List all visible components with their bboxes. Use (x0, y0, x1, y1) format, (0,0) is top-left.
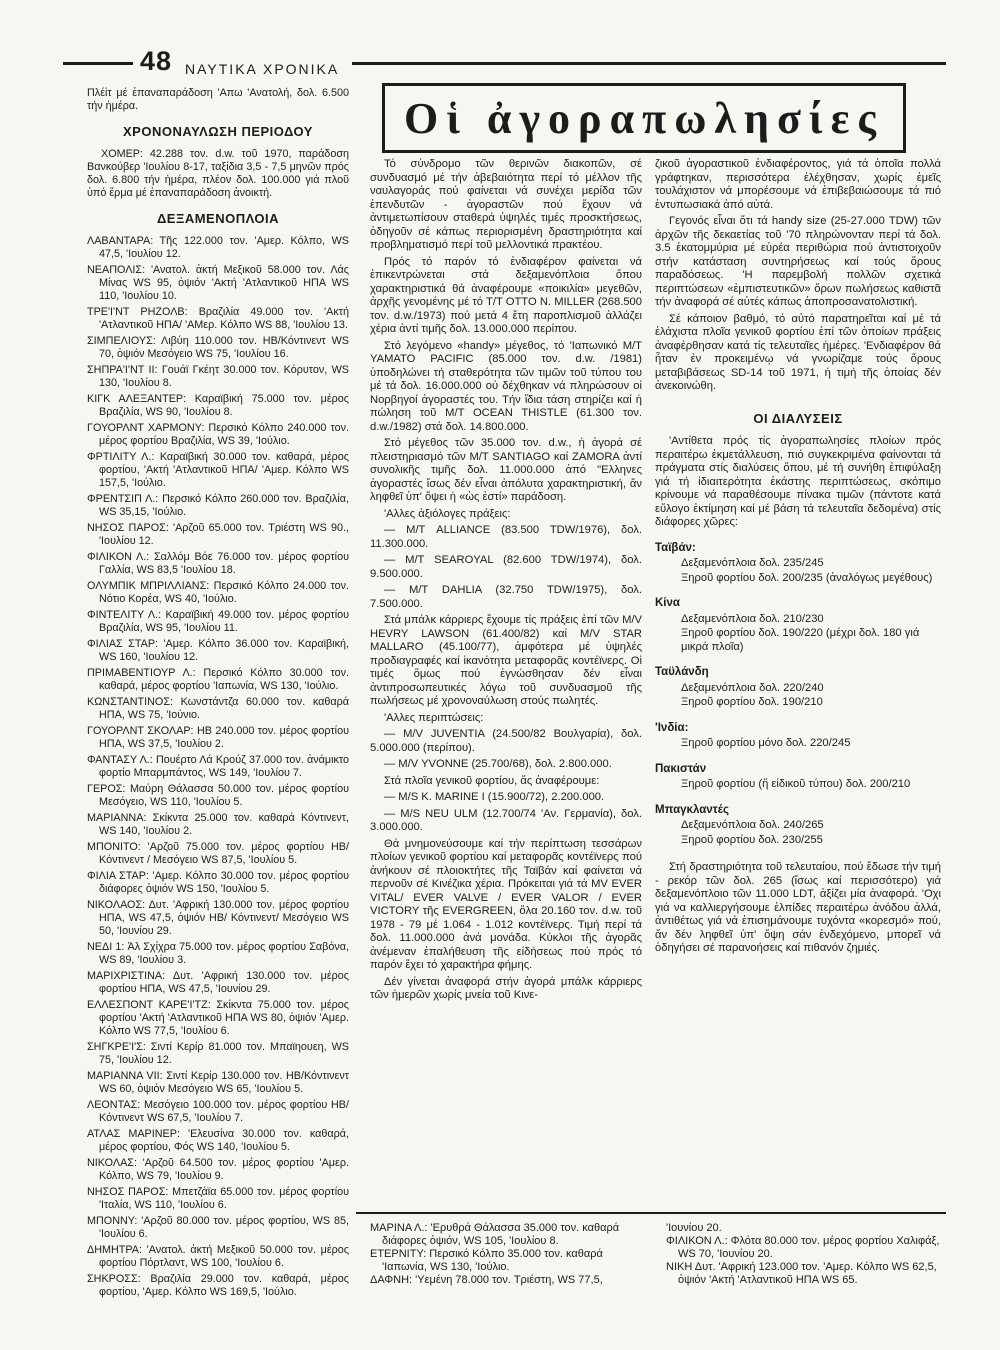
price-line: Ξηροῦ φορτίου (ἤ εἰδικοῦ τύπου) δολ. 200/210 (681, 778, 911, 790)
fixture-entry: ΝΕΑΠΟΛΙΣ: 'Ανατολ. ἀκτή Μεξικοῦ 58.000 τον. Λάς Μίνας WS 95, ὀψιόν 'Ακτή 'Ατλαντικοῦ ΗΠΑ WS 110, 'Ιουλίου 10. (87, 264, 349, 302)
price-line: Ξηροῦ φορτίου δολ. 190/210 (681, 696, 823, 708)
fixture-entry: ΣΙΜΠΕΛΙΟΥΣ: Λιβύη 110.000 τον. ΗΒ/Κόντινεντ WS 70, ὀψιόν Μεσόγειο WS 75, 'Ιουλίου 16. (87, 335, 349, 360)
other-sales-label: 'Αλλες ἀξιόλογες πράξεις: (384, 507, 511, 520)
heading-tankers: ΔΕΞΑΜΕΝΟΠΛΟΙΑ (156, 211, 280, 226)
sale-item: — Μ/Τ ALLIANCE (83.500 TDW/1976), δολ. 11.300.000. (370, 524, 642, 550)
sale-item: — Μ/Τ DAHLIA (32.750 TDW/1975), δολ. 7.500.000. (370, 584, 642, 610)
header-rule-right (352, 62, 946, 65)
mid-paragraph: Τό σύνδρομο τῶν θερινῶν διακοπῶν, σέ συνδυασμό μέ τήν ἀβεβαιότητα περί τό μέλλον τῆς ναυλαγοράς πού φαίνεται νά συνέχει μερίδα τῶν ἐπενδυτῶν - ἀγοραστῶν πού ἔχουν νά ἀντιμετωπίσουν σταθερά ὑψηλές τιμές προσκτήσεως, ὁδηγοῦν σέ κάπως περιορισμένη δραστηριότητα καί προβληματισμό περί τοῦ μελλοντικά πρακτέου. (370, 158, 642, 251)
price-line: Δεξαμενόπλοια δολ. 235/245 (681, 557, 824, 569)
fixture-entry: ΜΑΡΙΧΡΙΣΤΙΝΑ: Δυτ. 'Αφρική 130.000 τον. μέρος φορτίου ΗΠΑ, WS 47,5, 'Ιουνίου 29. (87, 970, 349, 995)
bottom-middle-list (370, 1222, 650, 1287)
fixture-entry: ΛΕΟΝΤΑΣ: Μεσόγειο 100.000 τον. μέρος φορτίου ΗΒ/ Κόντινεντ WS 67,5, 'Ιουλίου 7. (87, 1099, 349, 1124)
country-name: 'Ινδία: (655, 721, 689, 734)
fixture-entry: ΤΡΕ'Ι'ΝΤ ΡΗΖΟΛΒ: Βραζιλία 49.000 τον. 'Ακτή 'Ατλαντικοῦ ΗΠΑ/ 'ΑΜερ. Κόλπο WS 88, 'Ιουλίου 13. (87, 306, 349, 331)
mid-paragraph: Στό λεγόμενο «handy» μέγεθος, τό 'Ιαπωνικό Μ/Τ YAMATO PACIFIC (85.000 τον. d.w. /1981) ὑποδηλώνει τή σταθερότητα τῶν τιμῶν τοῦ τύπου του μέ τά δολ. 16.000.000 ού δέχθηκαν νά πληρώσουν οἱ Νορβηγοί ἀγοραστές του. Τήν ἴδια τάση στηρίζει καί ἡ πώληση τοῦ Μ/Τ OCEAN THISTLE (61.300 τον. d.w./1982) στά δολ. 14.800.000. (370, 339, 642, 433)
fixture-entry: ΓΕΡΟΣ: Μαύρη Θάλασσα 50.000 τον. μέρος φορτίου Μεσόγειο, WS 110, 'Ιουλίου 5. (87, 783, 349, 808)
cargo-item: — Μ/S NEU ULM (12.700/74 'Αν. Γερμανία), δολ. 3.000.000. (370, 807, 642, 833)
fixture-entry: ΛΑΒΑΝΤΑΡΑ: Τῆς 122.000 τον. 'Αμερ. Κόλπο, WS 47,5, 'Ιουλίου 12. (87, 235, 349, 260)
fixture-entry: ΜΑΡΙΝΑ Λ.: 'Ερυθρά Θάλασσα 35.000 τον. καθαρά διάφορες ὀψιόν, WS 105, 'Ιουλίου 8. (370, 1222, 620, 1247)
mid-paragraph: Δέν γίνεται ἀναφορά στήν ἀγορά μπάλκ κάρριερς τῶν ἡμερῶν χωρίς μνεία τοῦ Κινε- (370, 975, 642, 1001)
price-line: Δεξαμενόπλοια δολ. 220/240 (681, 681, 824, 694)
fixture-entry: ΝΕΔΙ 1: Ἀλ Σχίχρα 75.000 τον. μέρος φορτίου Σαβόνα, WS 89, 'Ιουλίου 3. (87, 941, 349, 966)
heading-demolitions: ΟΙ ΔΙΑΛΥΣΕΙΣ (753, 410, 843, 426)
fixture-entry: ΦΙΛΙΑ ΣΤΑΡ: 'Αμερ. Κόλπο 30.000 τον. μέρος φορτίου διάφορες ὀψιόν WS 150, 'Ιουλίου 5. (87, 870, 349, 895)
demolition-intro: 'Αντίθετα πρός τίς ἀγοραπωλησίες πλοίων πρός περαιτέρω ἐκμετάλλευση, πιό συγκεκριμένα φαίνονται τά πράγματα στίς διαλύσεις ὅπου, μέ τή συνήθη ἐπιφύλαξη γιά τή ἰδιαιτερότητα ἑκάστης περιπτώσεως, σκόπιμο κρίνουμε νά παραθέσουμε πίνακα τιμῶν (πάντοτε κατά εὔλογο ἐκτίμηση καί μέ βάση τά τελευταῖα δεδομένα) στίς διάφορες χῶρες: (655, 435, 941, 528)
price-line: Δεξαμενόπλοια δολ. 240/265 (681, 819, 824, 831)
fixture-entry: ΚΩΝΣΤΑΝΤΙΝΟΣ: Κωνστάντζα 60.000 τον. καθαρά ΗΠΑ, WS 75, 'Ιούνιο. (87, 696, 349, 721)
case-item: — Μ/V YVONNE (25.700/68), δολ. 2.800.000. (384, 758, 612, 770)
case-item: — Μ/V JUVENTIA (24.500/82 Βουλγαρία), δολ. 5.000.000 (περίπου). (370, 728, 642, 754)
right-paragraph: Γεγονός εἶναι ὅτι τά handy size (25-27.000 TDW) τῶν ἀρχῶν τῆς δεκαετίας τοῦ '70 πληρώνονταν περί τά δολ. 3.5 ἑκατομμύρια μέ εὐρέα περιθώρια πού ἀντιστοιχοῦν στήν κατάσταση συντηρήσεως καί τούς ὅρους παραδόσεως. 'Η παρεμβολή πολλῶν σχετικά περιπτώσεων «ἐμπιστευτικῶν» ὅρων πωλήσεως καθιστᾶ τήν ἀναφορά σέ αὐτές κάπως ἀποπροσανατολιστική. (655, 215, 941, 308)
cargo-item: — Μ/S K. MARINE I (15.900/72), 2.200.000. (384, 791, 605, 803)
fixture-entry: 'Ιουνίου 20. (666, 1222, 722, 1234)
fixture-entry: ΦΙΛΙΚΟΝ Λ.: Σαλλόμ Βόε 76.000 τον. μέρος φορτίου Γαλλία, WS 83,5 'Ιουλίου 18. (87, 551, 349, 576)
right-paragraph: Σέ κάποιον βαθμό, τό αὐτό παρατηρεῖται καί μέ τά ἐλάχιστα πλοῖα γενικοῦ φορτίου ἐπί τῶν ὁποίων πράξεις ἀναφέρθησαν κατά τίς τελευταῖες ἡμέρες. 'Ενδιαφέρον θά ἦταν ἐν προκειμένῳ νά γνωρίζαμε τούς ὅρους μεταβιβάσεως SD-14 τοῦ 1971, ἡ τιμή τῆς ὁποίας δέν ἀνεκοινώθη. (655, 312, 941, 392)
fixture-entry: ΝΗΣΟΣ ΠΑΡΟΣ: 'Αρζοῦ 65.000 τον. Τριέστη WS 90., 'Ιουλίου 12. (87, 522, 349, 547)
fixture-entry: ΦΡΕΝΤΣΙΠ Λ.: Περσικό Κόλπο 260.000 τον. Βραζιλία, WS 35,15, 'Ιούλιο. (87, 493, 349, 518)
fixture-entry: ΝΙΚΗ Δυτ. 'Αφρική 123.000 τον. 'Αμερ. Κόλπο WS 62,5, ὀψιόν 'Ακτή 'Ατλαντικοῦ ΗΠΑ WS 65. (666, 1261, 937, 1286)
fixture-entry: ΓΟΥΟΡΛΝΤ ΧΑΡΜΟΝΥ: Περσικό Κόλπο 240.000 τον. μέρος φορτίου Βραζιλία, WS 39, 'Ιούλιο. (87, 422, 349, 447)
fixture-entry: ΣΗΠΡΑ'Ι'ΝΤ ΙΙ: Γουάϊ Γκέητ 30.000 τον. Κόρυτον, WS 130, 'Ιουλίου 8. (87, 364, 349, 389)
price-line: Ξηροῦ φορτίου δολ. 200/235 (ἀναλόγως μεγέθους) (681, 571, 933, 584)
bottom-right-list (666, 1222, 940, 1287)
fixture-entry: ΜΠΟΝΙΤΟ: 'Αρζοῦ 75.000 τον. μέρος φορτίου ΗΒ/Κόντινεντ / Μεσόγειο WS 87,5, 'Ιουλίου 5. (87, 841, 349, 866)
country-name: Μπαγκλαντές (655, 803, 729, 816)
fixture-entry: ΜΑΡΙΑΝΝΑ VII: Σιντί Κερίρ 130.000 τον. ΗΒ/Κόντινεντ WS 60, ὀψιόν Μεσόγειο WS 65, 'Ιουλίου 5. (87, 1070, 349, 1095)
fixture-entry: ΓΟΥΟΡΛΝΤ ΣΚΟΛΑΡ: ΗΒ 240.000 τον. μέρος φορτίου ΗΠΑ, WS 37,5, 'Ιουλίου 2. (87, 725, 349, 750)
fixture-entry: ΦΡΤΙΛΙΤΥ Λ.: Καραϊβική 30.000 τον. καθαρά, μέρος φορτίου, 'Ακτή 'Ατλαντικοῦ ΗΠΑ/ 'Αμερ. Κόλπο WS 157,5, 'Ιούλιο. (87, 451, 349, 489)
fixture-entry: ΝΙΚΟΛΑΣ: 'Αρζοῦ 64.500 τον. μέρος φορτίου 'Αμερ. Κόλπο, WS 79, 'Ιουλίου 9. (87, 1157, 349, 1182)
article-title-box (382, 83, 906, 153)
fixture-entry: ΣΗΓΚΡΕ'Ι'Σ: Σιντί Κερίρ 81.000 τον. Μπαϊηουεη, WS 75, 'Ιουλίου 12. (87, 1041, 349, 1066)
price-line: Ξηροῦ φορτίου μόνο δολ. 220/245 (681, 737, 851, 749)
right-column (655, 158, 941, 959)
header-rule-left (63, 62, 133, 65)
fixture-entry: ΣΗΚΡΟΣΣ: Βραζιλία 29.000 τον. καθαρά, μέρος φορτίου, 'Αμερ. Κόλπο WS 169,5, 'Ιούλιο. (87, 1273, 349, 1298)
general-cargo-label: Στά πλοῖα γενικοῦ φορτίου, ἄς ἀναφέρουμε: (384, 774, 600, 787)
fixture-entry: ΕΛΛΕΣΠΟΝΤ ΚΑΡΕ'Ι'ΤΖ: Σκίκντα 75.000 τον. μέρος φορτίου 'Ακτή 'Ατλαντικοῦ ΗΠΑ WS 80, ὀψιόν 'Αμερ. Κόλπο WS 77,5, 'Ιουλίου 6. (87, 999, 349, 1037)
left-column (87, 87, 349, 1302)
mid-paragraph: Στό μέγεθος τῶν 35.000 τον. d.w., ἡ ἀγορά σέ πλειστηριασμό τῶν Μ/Τ SANTIAGO καί ZAMORA ἀντί συνολικῆς τιμῆς δολ. 11.000.000 ἀπό "Ελληνες ἀγοραστές ἴσως δέν εἶναι ἀπόλυτα χαρακτηριστική, ἄν ληφθεῖ ὑπ' ὄψει ἡ «ὡς ἐστί» παράδοση. (370, 437, 642, 503)
fixture-entry: ΔΑΦΝΗ: 'Υεμένη 78.000 τον. Τριέστη, WS 77,5, (370, 1274, 603, 1286)
intro-text: Πλέἱτ μέ ἐπαναπαράδοση 'Απω 'Ανατολή, δολ. 6.500 τήν ἡμέρα. (87, 87, 349, 112)
fixture-entry: ΦΙΛΙΚΟΝ Λ.: Φλότα 80.000 τον. μέρος φορτίου Χαλιφάξ, WS 70, 'Ιουνίου 20. (666, 1235, 940, 1260)
country-name: Πακιστάν (655, 762, 707, 775)
fixture-entry: ΕΤΕΡΝΙΤΥ: Περσικό Κόλπο 35.000 τον. καθαρά 'Ιαπωνία, WS 130, 'Ιούλιο. (370, 1248, 603, 1273)
bulk-paragraph: Στά μπάλκ κάρριερς ἔχουμε τίς πράξεις ἐπί τῶν Μ/V HEVRY LAWSON (61.400/82) καί Μ/V STAR MALLARO (45.100/77), ἀμφότερα μέ ὑψηλές προδιαγραφές καί ἱκανότητα μεταφορᾶς κοντέϊνερς. Οἱ τιμές ὅμως πού ἐγνώσθησαν δέν εἶναι ἀντιπροσωπευτικές λόγω τοῦ συνδυασμοῦ τῆς πωλήσεως μέ χρονοναύλωση στούς πωλητές. (370, 614, 642, 707)
mid-paragraph: Θά μνημονεύσουμε καί τήν περίπτωση τεσσάρων πλοίων γενικοῦ φορτίου καί μεταφορᾶς κοντέϊνερς πού ἀνήκουν σέ πλοιοκτήτες τῆς Ταϊβάν καί φαίνεται νά περνοῦν σέ Κινέζικα χέρια. Πρόκειται γιά τά ΜV EVER VITAL/ EVER VALVE / EVER VALOR / EVER VICTORY τῆς EVERGREEN, ὅλα 20.160 τον. d.w. τοῦ 1978 - 79 μέ 1.064 - 1.012 κοντέϊνερς. Τιμή περί τά δολ. 11.000.000 ἀνά μονάδα. Κύκλοι τῆς ἀγορᾶς ἀνέμεναν ἐπαλήθευση τῆς εἰδήσεως πού πρός τό παρόν ἔχει τό χαρακτήρα φήμης. (370, 837, 642, 971)
fixture-entry: ΝΗΣΟΣ ΠΑΡΟΣ: Μπετζάϊα 65.000 τον. μέρος φορτίου 'Ιταλία, WS 110, 'Ιουλίου 6. (87, 1186, 349, 1211)
sale-item: — Μ/Τ SEAROYAL (82.600 TDW/1974), δολ. 9.500.000. (370, 554, 642, 580)
right-closing: Στή δραστηριότητα τοῦ τελευταίου, πού ἔδωσε τήν τιμή - ρεκόρ τῶν δολ. 265 (ἴσως καί περισσότερο) γιά δεξαμενόπλοιο τῶν 11.000 LDT, ἀξίζει μία ἀναφορά. 'Οχι γιά να καλλιεργήσουμε ἐλπίδες περαιτέρω ἀνόδου ἀλλά, ἀντιθέτως γιά νά ἐπισημάνουμε τυχόντα «κορεσμό» πού, ἄν δέν ληφθεῖ ὑπ' ὄψη σάν ἐνδεχόμενο, μπορεῖ νά ὁδηγήσει σέ παρανοήσεις καί πιθανόν ζημιές. (655, 861, 941, 954)
fixture-entry: ΝΙΚΟΛΑΟΣ: Δυτ. 'Αφρική 130.000 τον. μέρος φορτίου ΗΠΑ, WS 47,5, ὀψιόν ΗΒ/ Κόντινεντ/ Μεσόγειο WS 50, 'Ιουνίου 29. (87, 899, 349, 937)
fixture-entry: ΦΙΛΙΑΣ ΣΤΑΡ: 'Αμερ. Κόλπο 36.000 τον. Καραϊβική, WS 160, 'Ιουλίου 12. (87, 638, 349, 663)
fixture-entry: ΟΛΥΜΠΙΚ ΜΠΡΙΛΛΙΑΝΣ: Περσικό Κόλπο 24.000 τον. Νότιο Κορέα, WS 40, 'Ιούλιο. (87, 580, 349, 605)
country-name: Κίνα (655, 597, 680, 609)
fixture-entry: ΦΑΝΤΑΣΥ Λ.: Πουέρτο Λά Κρούζ 37.000 τον. ἀνάμικτο φορτίο Μπαρμπάντος, WS 149, 'Ιουλίου 7. (87, 754, 349, 779)
other-cases-label: 'Αλλες περιπτώσεις: (384, 711, 484, 724)
bottom-rule (356, 1212, 946, 1214)
price-line: Ξηροῦ φορτίου δολ. 190/220 (μέχρι δολ. 180 γιά μικρά πλοῖα) (681, 627, 920, 653)
demolition-price-table (655, 542, 941, 848)
mid-paragraph: Πρός τό παρόν τό ἐνδιαφέρον φαίνεται νά ἐπικεντρώνεται στά δεξαμενόπλοια ὅπου χαρακτηριστικά θά ἀναφέρουμε «ποικιλία» μεγεθῶν, ἀρχῆς γενομένης μέ τό Τ/Τ OTTO N. MILLER (268.500 τον. d.w./1973) πού μετά 4 ἔτη παροπλισμοῦ ἀλλάζει χέρια ἀντί τιμῆς δολ. 13.000.000 περίπου. (370, 255, 642, 335)
fixture-entry: ΦΙΝΤΕΛΙΤΥ Λ.: Καραϊβική 49.000 τον. μέρος φορτίου Βραζιλία, WS 95, 'Ιουλίου 11. (87, 609, 349, 634)
middle-column (370, 158, 642, 1006)
country-name: Ταϊβάν: (655, 541, 696, 554)
country-name: Ταϋλάνδη (655, 666, 709, 678)
fixture-entry: ΜΑΡΙΑΝΝΑ: Σκίκντα 25.000 τον. καθαρά Κόντινεντ, WS 140, 'Ιουλίου 2. (87, 812, 349, 837)
tanker-fixtures-list (87, 235, 349, 1299)
page-number: 48 (140, 46, 173, 76)
fixture-entry: ΜΠΟΝΝΥ: 'Αρζοῦ 80.000 τον. μέρος φορτίου, WS 85, 'Ιουλίου 6. (87, 1215, 349, 1240)
right-paragraph: ζικοῦ ἀγοραστικοῦ ἐνδιαφέροντος, γιά τά ὁποῖα πολλά γράφτηκαν, περισσότερα ἐλέχθησαν, χωρίς ἐμεῖς τουλάχιστον νά μπορέσουμε νά ἐπιβεβαιώσουμε τά πιό ἐντυπωσιακά ἀπό αὐτά. (655, 158, 941, 211)
fixture-entry: ΔΗΜΗΤΡΑ: 'Ανατολ. ἀκτή Μεξικοῦ 50.000 τον. μέρος φορτίου Πόρτλαντ, WS 100, 'Ιουλίου 6. (87, 1244, 349, 1269)
article-title: Οἱ ἀγοραπωλησίες (404, 93, 884, 143)
fixture-entry: ΑΤΛΑΣ ΜΑΡΙΝΕΡ: 'Ελευσίνα 30.000 τον. καθαρά, μέρος φορτίου, Φός WS 140, 'Ιουλίου 5. (87, 1128, 349, 1153)
fixture-entry: ΚΙΓΚ ΑΛΕΞΑΝΤΕΡ: Καραϊβική 75.000 τον. μέρος Βραζιλία, WS 90, 'Ιουλίου 8. (87, 393, 349, 418)
magazine-title: ΝΑΥΤΙΚΑ ΧΡΟΝΙΚΑ (185, 61, 340, 77)
fixture-entry: ΠΡΙΜΑΒΕΝΤΙΟΥΡ Λ.: Περσικό Κόλπο 30.000 τον. καθαρά, μέρος φορτίου 'Ιαπωνία, WS 130, 'Ιούλιο. (87, 667, 349, 692)
heading-charter: ΧΡΟΝΟΝΑΥΛΩΣΗ ΠΕΡΙΟΔΟΥ (123, 124, 313, 139)
homer-entry: ΧΟΜΕΡ: 42.288 τον. d.w. τοῦ 1970, παράδοση Βανκούβερ 'Ιουλίου 8-17, ταξίδια 3,5 - 7,5 μηνῶν πρός δολ. 6.800 τήν ἡμέρα, πλέον δολ. 100.000 γιά πλοῦ ὑπό ἕρμα μέ ἐπαναπαράδοση ἀνοικτή. (87, 148, 349, 199)
price-line: Ξηροῦ φορτίου δολ. 230/255 (681, 833, 823, 846)
price-line: Δεξαμενόπλοια δολ. 210/230 (681, 612, 824, 625)
